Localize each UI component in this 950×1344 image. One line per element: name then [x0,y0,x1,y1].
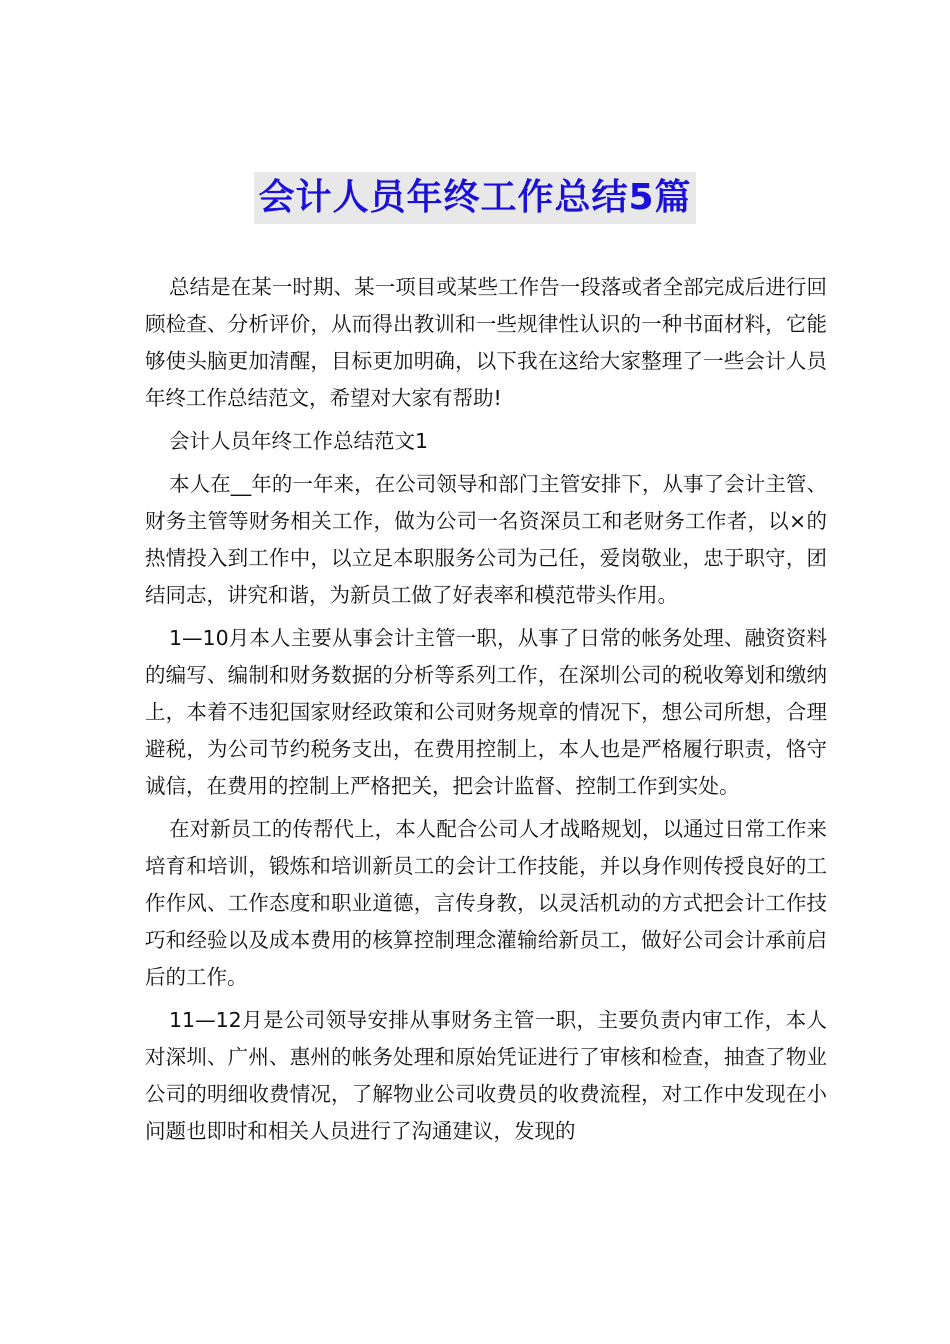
section-heading: 会计人员年终工作总结范文1 [169,429,429,453]
body-paragraph: 1—10月本人主要从事会计主管一职，从事了日常的帐务处理、融资资料的编写、编制和财务数据的分析等系列工作，在深圳公司的税收筹划和缴纳上，本着不违犯国家财经政策和公司财务规章的情况下，想公司所想，合理避税，为公司节约税务支出，在费用控制上，本人也是严格履行职责，恪守诚信，在费用的控制上严格把关，把会计监督、控制工作到实处。 [145,626,827,798]
body-paragraph: 本人在__年的一年来，在公司领导和部门主管安排下，从事了会计主管、财务主管等财务相关工作，做为公司一名资深员工和老财务工作者，以×的热情投入到工作中，以立足本职服务公司为己任，爱岗敬业，忠于职守，团结同志，讲究和谐，为新员工做了好表率和模范带头作用。 [145,472,827,607]
title-container [0,172,950,224]
body-paragraph: 11—12月是公司领导安排从事财务主管一职，主要负责内审工作，本人对深圳、广州、惠州的帐务处理和原始凭证进行了审核和检查，抽查了物业公司的明细收费情况，了解物业公司收费员的收费流程，对工作中发现在小问题也即时和相关人员进行了沟通建议，发现的 [145,1008,827,1143]
document-title: 会计人员年终工作总结5篇 [254,172,695,224]
intro-paragraph: 总结是在某一时期、某一项目或某些工作告一段落或者全部完成后进行回顾检查、分析评价，从而得出教训和一些规律性认识的一种书面材料，它能够使头脑更加清醒，目标更加明确，以下我在这给大家整理了一些会计人员年终工作总结范文，希望对大家有帮助! [145,275,827,410]
body-paragraph: 在对新员工的传帮代上，本人配合公司人才战略规划，以通过日常工作来培育和培训，锻炼和培训新员工的会计工作技能，并以身作则传授良好的工作作风、工作态度和职业道德，言传身教，以灵活机动的方式把会计工作技巧和经验以及成本费用的核算控制理念灌输给新员工，做好公司会计承前启后的工作。 [145,817,827,989]
document-body [145,269,827,1156]
